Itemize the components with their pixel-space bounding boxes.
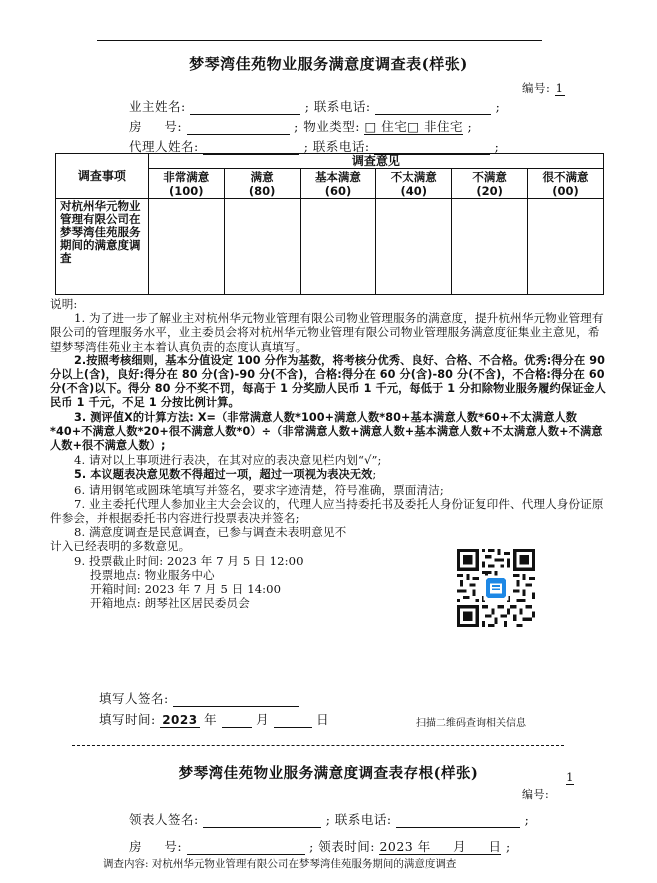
stub-content: 调查内容: 对杭州华元物业管理有限公司在梦琴湾佳苑服务期间的满意度调查 (103, 858, 457, 870)
col-not-very-satisfied (376, 169, 452, 199)
vote-cell-satisfied[interactable] (224, 199, 300, 295)
owner-name-field[interactable] (190, 100, 300, 115)
note-2: 2.按照考核细则，基本分值设定 100 分作为基数，将考核分优秀、良好、合格、不合格。优秀:得分在 90 分以上(含)，良好:得分在 80 分(含)-90 分(不含)，合格:得分在 60 分(含)-80 分(不含)，不合格:得分在 60 分(不含)以下。得分 80 分不奖不罚，每高于 1 分奖励人民币 1 千元，每低于 1 分扣除物业服务履约保证金人民币 1 千元，不足 1 分按比例计算。 (50, 353, 606, 410)
receive-time-value[interactable]: 2023 年 月 日 (379, 839, 502, 854)
col-label: 满意 (250, 169, 274, 184)
year-unit: 年 (204, 712, 218, 727)
fill-day-field[interactable] (274, 713, 312, 728)
stub-number-label: 编号: (522, 788, 550, 801)
survey-item-cell (56, 199, 149, 295)
note-9-vote-place: 投票地点: 物业服务中心 (90, 567, 215, 582)
item-header: 调查事项 (56, 154, 149, 199)
owner-row (129, 97, 500, 115)
col-very-unsatisfied (528, 169, 604, 199)
survey-item-text: 对杭州华元物业管理有限公司在梦琴湾佳苑服务期间的满意度调查 (60, 199, 141, 265)
owner-phone-label: ; 联系电话: (304, 99, 371, 114)
vote-cell-very-unsatisfied[interactable] (528, 199, 604, 295)
fill-time-row (99, 710, 329, 728)
note-8b: 计入已经表明的多数意见。 (50, 539, 191, 554)
col-score: (00) (552, 183, 579, 198)
col-label: 不太满意 (390, 169, 437, 184)
vote-cell-not-very-satisfied[interactable] (376, 199, 452, 295)
note-9-open-place: 开箱地点: 朗琴社区居民委员会 (90, 596, 250, 611)
opinion-header: 调查意见 (148, 154, 603, 169)
cut-line (72, 745, 564, 746)
col-satisfied (224, 169, 300, 199)
stub-room-row (129, 837, 511, 855)
stub-phone-label: ; 联系电话: (325, 812, 392, 827)
owner-row-end: ; (495, 99, 501, 114)
col-label: 非常满意 (163, 169, 210, 184)
stub-title: 梦琴湾佳苑物业服务满意度调查表存根(样张) (178, 765, 479, 782)
note-1: 1. 为了进一步了解业主对杭州华元物业管理有限公司物业管理服务的满意度，提升杭州华元物业管理有限公司的管理服务水平，业主委员会将对杭州华元物业管理有限公司物业管理服务满意度征集业主意见，希望梦琴湾佳苑业主本着认真负责的态度认真填写。 (50, 311, 604, 354)
property-type-label: ; 物业类型: (294, 119, 360, 134)
proxy-row-end: ; (494, 139, 500, 154)
note-9-open-time: 开箱时间: 2023 年 7 月 5 日 14:00 (90, 582, 282, 597)
col-score: (80) (248, 183, 276, 198)
note-5 (50, 467, 608, 482)
col-very-satisfied (148, 169, 224, 199)
room-field[interactable] (187, 120, 290, 135)
note-4: 4. 请对以上事项进行表决，在其对应的表决意见栏内划“√”; (74, 453, 382, 468)
room-row (129, 117, 472, 135)
form-title: 梦琴湾佳苑物业服务满意度调查表(样张) (189, 55, 468, 73)
note-8a: 8. 满意度调查是民意调查，已参与调查未表明意见不 (74, 525, 347, 540)
receiver-sign-field[interactable] (203, 813, 321, 828)
room-row-end: ; (467, 119, 473, 134)
note-3: 3. 测评值X的计算方法: X=（非常满意人数*100+满意人数*80+基本满意人数*60+不太满意人数*40+不满意人数*20+很不满意人数*0）÷（非常满意人数+满意人数+基本满意人数+不太满意人数+不满意人数+很不满意人数）; (50, 410, 603, 453)
stub-room-field[interactable] (187, 840, 305, 855)
qr-code[interactable] (457, 549, 539, 631)
proxy-name-label: 代理人姓名: (129, 139, 199, 154)
note-7: 7. 业主委托代理人参加业主大会会议的，代理人应当持委托书及委托人身份证复印件、代理人身份证原件参会，并根据委托书内容进行投票表决并签名; (50, 496, 604, 526)
vote-cell-very-satisfied[interactable] (148, 199, 224, 295)
proxy-phone-label: ; 联系电话: (303, 139, 370, 154)
stub-phone-field[interactable] (396, 813, 520, 828)
owner-name-label: 业主姓名: (129, 99, 186, 114)
col-score: (40) (400, 183, 428, 198)
note-9-deadline: 9. 投票截止时间: 2023 年 7 月 5 日 12:00 (74, 553, 304, 568)
note-6: 6. 请用钢笔或圆珠笔填写并签名，要求字迹清楚，符号准确，票面清洁; (74, 482, 444, 497)
notes-heading: 说明: (50, 297, 78, 311)
stub-receiver-end: ; (524, 812, 530, 827)
receive-time-label: ; 领表时间: (309, 839, 375, 854)
col-label: 很不满意 (542, 169, 589, 184)
owner-phone-field[interactable] (375, 100, 491, 115)
property-type-options[interactable]: □ 住宅□ 非住宅 (364, 119, 464, 134)
note-5-end: ; (372, 467, 377, 482)
vote-cell-unsatisfied[interactable] (452, 199, 528, 295)
stub-room-label: 房 号: (129, 839, 183, 854)
form-number (522, 80, 565, 96)
filler-sign-row (99, 689, 299, 707)
vote-cell-basically-satisfied[interactable] (300, 199, 376, 295)
col-label: 不满意 (472, 169, 507, 184)
qr-code-icon (457, 549, 535, 627)
filler-sign-field[interactable] (173, 692, 299, 707)
number-value: 1 (555, 81, 564, 95)
col-basically-satisfied (300, 169, 376, 199)
room-label: 房 号: (129, 119, 183, 134)
fill-month-field[interactable] (222, 713, 252, 728)
note-5-bold: 5. 本议题表决意见数不得超过一项，超过一项视为表决无效 (74, 468, 373, 482)
month-unit: 月 (256, 712, 270, 727)
col-score: (60) (324, 183, 352, 198)
col-score: (20) (476, 183, 503, 198)
top-rule (97, 40, 542, 41)
stub-receiver-row (129, 810, 529, 828)
number-label: 编号: (522, 81, 551, 95)
stub-number-value: 1 (566, 770, 574, 784)
day-unit: 日 (316, 712, 330, 727)
survey-table (55, 153, 604, 295)
fill-year[interactable]: 2023 (162, 713, 198, 727)
fill-time-label: 填写时间: (99, 712, 156, 727)
filler-sign-label: 填写人签名: (99, 691, 169, 706)
col-label: 基本满意 (314, 169, 361, 184)
qr-caption: 扫描二维码查询相关信息 (416, 718, 526, 729)
receiver-sign-label: 领表人签名: (129, 812, 199, 827)
stub-room-end: ; (505, 839, 511, 854)
col-score: (100) (168, 183, 204, 198)
col-unsatisfied (452, 169, 528, 199)
